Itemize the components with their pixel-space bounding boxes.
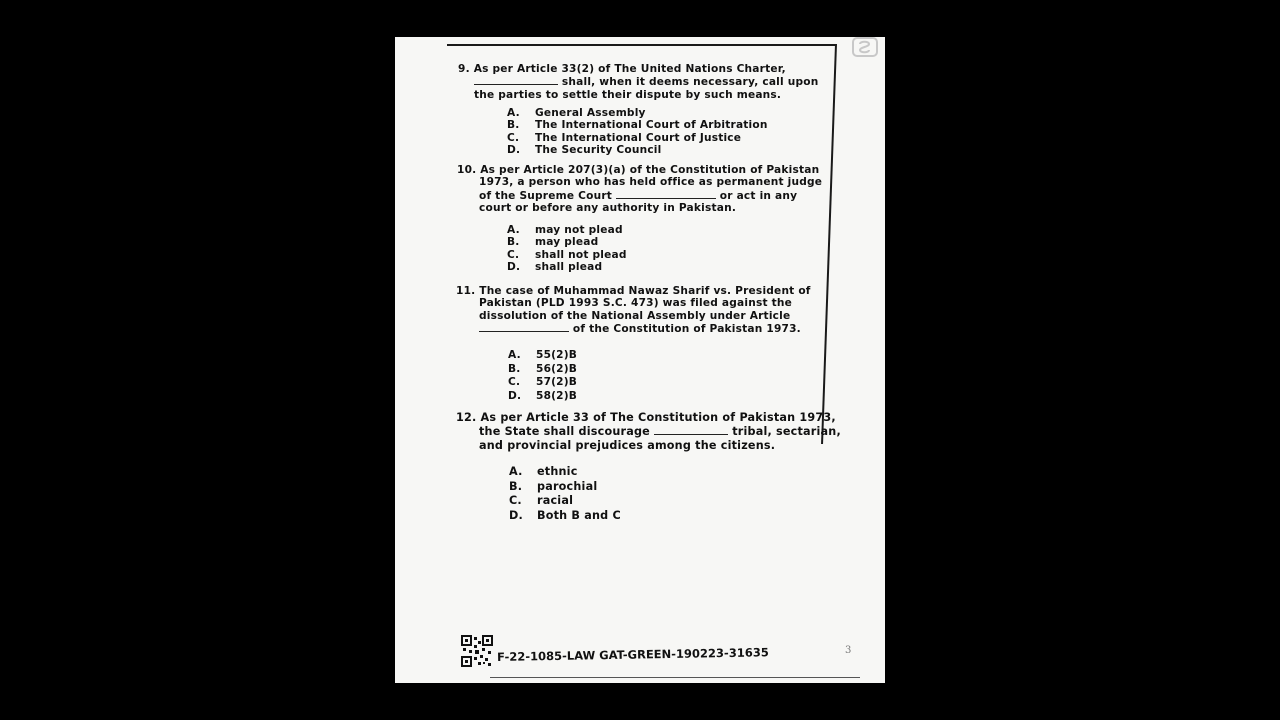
- question-text: of the Constitution of Pakistan 1973.: [572, 323, 801, 336]
- option-c: C. 57(2)B: [508, 376, 578, 389]
- page-border-bottom: [490, 677, 860, 678]
- question-text: Pakistan (PLD 1993 S.C. 473) was filed against the: [479, 297, 793, 310]
- question-12: [456, 411, 841, 453]
- option-c: C. The International Court of Justice: [507, 131, 742, 144]
- option-d: D. Both B and C: [509, 508, 621, 522]
- answer-blank: [616, 189, 716, 199]
- question-text: As per Article 207(3)(a) of the Constitution of Pakistan: [480, 164, 820, 176]
- option-b: B. 56(2)B: [508, 362, 578, 375]
- question-text: and provincial prejudices among the citizens.: [479, 439, 776, 452]
- qr-code-icon: [461, 635, 493, 667]
- question-number: 12.: [456, 411, 477, 424]
- question-text: shall, when it deems necessary, call upon: [561, 76, 819, 89]
- question-text: 1973, a person who has held office as permanent judge: [479, 176, 823, 189]
- document-page: [395, 37, 885, 683]
- option-b: B. The International Court of Arbitration: [507, 119, 768, 132]
- options-9: [507, 107, 768, 157]
- options-11: [508, 349, 577, 403]
- option-a: A. General Assembly: [507, 107, 646, 119]
- option-d: D. 58(2)B: [508, 389, 578, 402]
- question-10: [457, 164, 822, 215]
- question-text: As per Article 33 of The Constitution of Pakistan 1973,: [480, 411, 836, 424]
- question-text: court or before any authority in Pakistan.: [479, 202, 737, 215]
- page-border-right: [821, 44, 837, 444]
- question-11: [456, 285, 811, 336]
- answer-blank: [479, 322, 569, 332]
- question-text: the State shall discourage: [479, 425, 650, 438]
- answer-blank: [474, 75, 558, 85]
- options-10: [507, 224, 627, 274]
- question-text: The case of Muhammad Nawaz Sharif vs. President of: [479, 285, 811, 297]
- question-number: 9.: [458, 63, 470, 75]
- option-a: A. ethnic: [509, 465, 578, 478]
- page-number: 3: [845, 645, 852, 656]
- option-b: B. parochial: [509, 479, 598, 493]
- question-number: 11.: [456, 285, 476, 297]
- option-d: D. The Security Council: [507, 144, 662, 157]
- question-text: the parties to settle their dispute by such means.: [474, 88, 782, 101]
- question-9: [458, 63, 818, 101]
- answer-blank: [654, 425, 728, 435]
- option-c: C. shall not plead: [507, 248, 627, 261]
- option-a: A. may not plead: [507, 224, 623, 236]
- question-text: tribal, sectarian,: [732, 425, 841, 438]
- question-text: As per Article 33(2) of The United Nations Charter,: [473, 63, 786, 75]
- page-border-top: [447, 44, 835, 46]
- option-d: D. shall plead: [507, 261, 603, 274]
- question-number: 10.: [457, 164, 477, 176]
- options-12: [509, 465, 621, 523]
- question-text: of the Supreme Court: [479, 189, 613, 202]
- document-code: F-22-1085-LAW GAT-GREEN-190223-31635: [496, 645, 769, 664]
- scanner-watermark-icon: [851, 37, 881, 59]
- option-a: A. 55(2)B: [508, 349, 578, 361]
- option-c: C. racial: [509, 494, 574, 507]
- option-b: B. may plead: [507, 236, 599, 249]
- question-text: or act in any: [719, 189, 798, 202]
- question-text: dissolution of the National Assembly under Article: [479, 309, 791, 322]
